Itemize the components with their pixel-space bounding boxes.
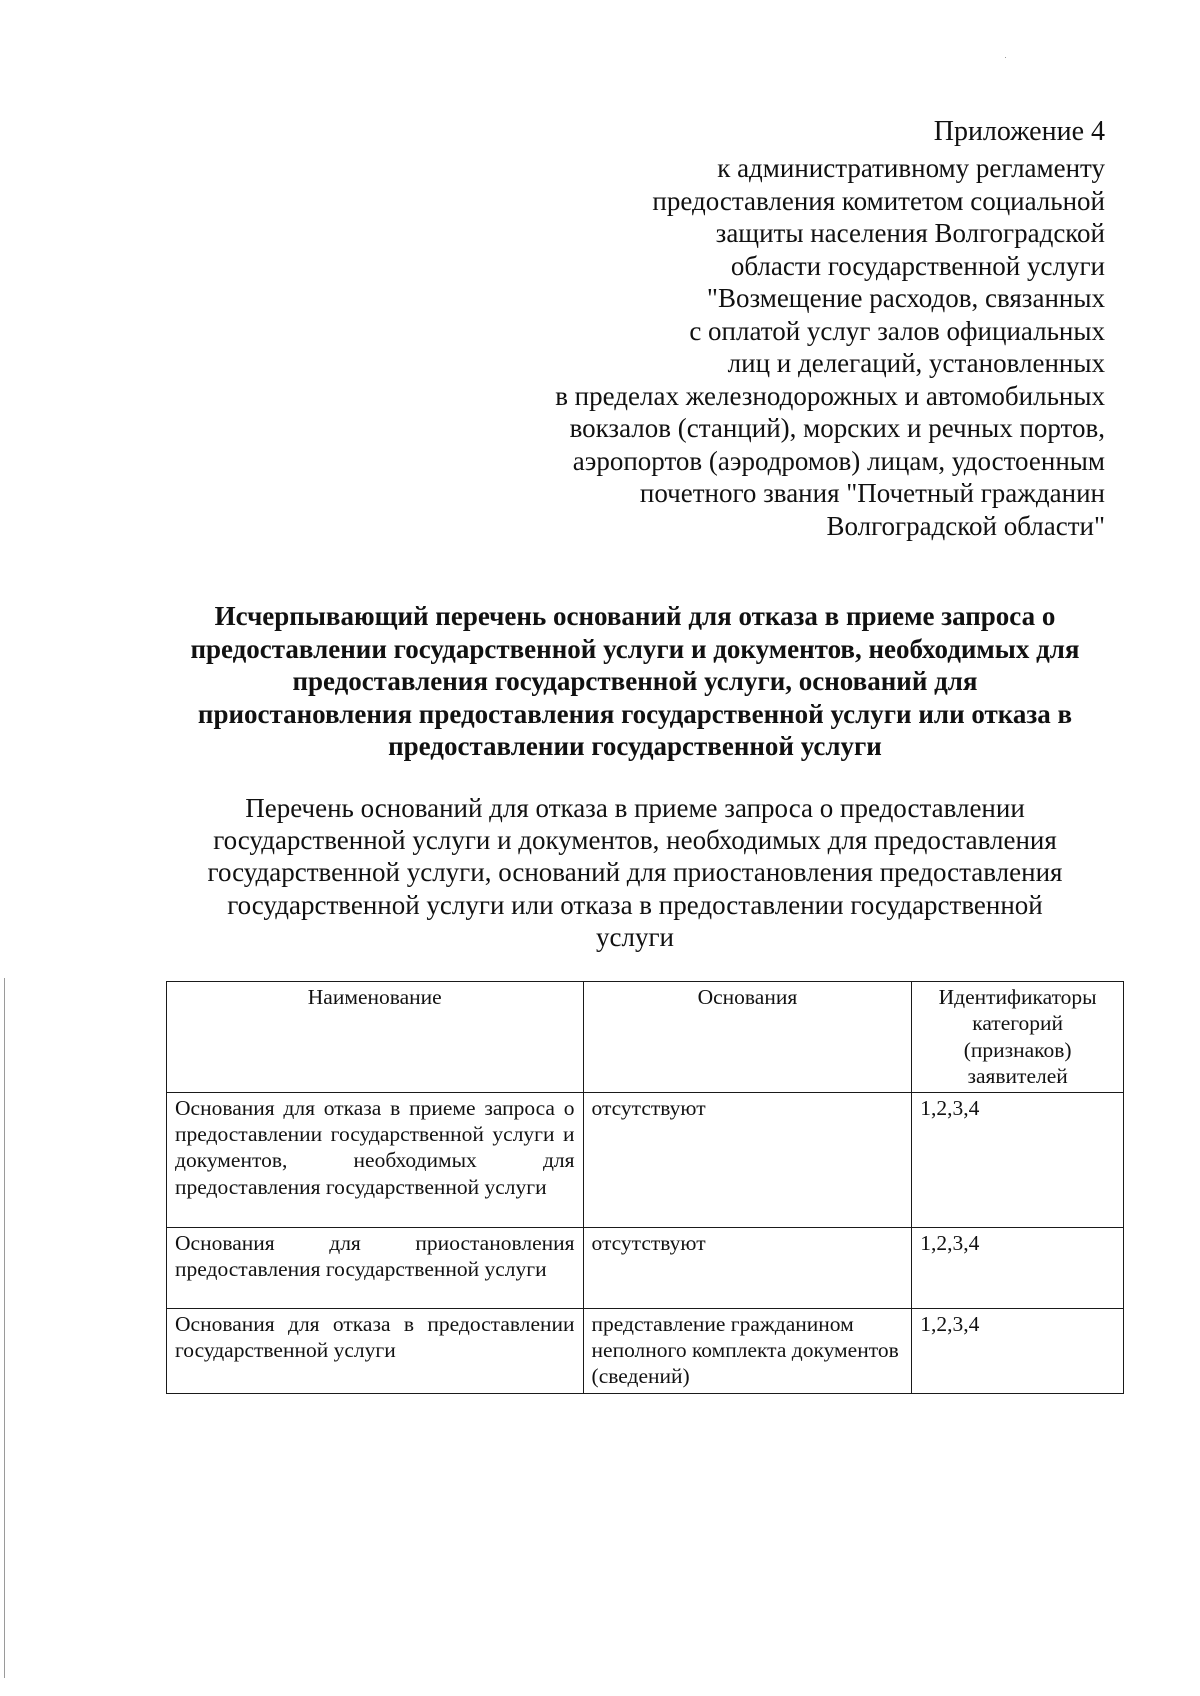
caption-line: государственной услуги, оснований для приостановления предоставления <box>207 857 1063 888</box>
grounds-table <box>166 981 1124 1394</box>
appendix-line: к административному регламенту <box>717 153 1105 183</box>
document-title <box>150 600 1120 763</box>
header-name: Наименование <box>167 982 584 1093</box>
appendix-line: "Возмещение расходов, связанных <box>706 283 1105 313</box>
appendix-line: предоставления комитетом социальной <box>652 185 1105 216</box>
cell-ids: 1,2,3,4 <box>912 1308 1124 1393</box>
caption-line: услуги <box>596 921 674 952</box>
caption-line: государственной услуги или отказа в предоставлении государственной <box>227 889 1043 920</box>
appendix-line: почетного звания "Почетный гражданин <box>639 478 1105 508</box>
table-row <box>167 1092 1124 1227</box>
appendix-line: Волгоградской области" <box>826 510 1105 541</box>
cell-name: Основания для отказа в предоставлении государственной услуги <box>167 1308 584 1393</box>
appendix-line: с оплатой услуг залов официальных <box>689 315 1105 346</box>
appendix-line: области государственной услуги <box>730 250 1105 281</box>
table-caption <box>150 792 1120 953</box>
title-line: предоставлении государственной услуги <box>388 731 882 761</box>
title-line: предоставления государственной услуги, оснований для <box>292 666 978 696</box>
scan-edge-line <box>4 978 5 1678</box>
scan-speck <box>1005 57 1006 58</box>
appendix-label: Приложение 4 <box>933 116 1105 147</box>
header-basis: Основания <box>583 982 912 1093</box>
table-header-row <box>167 982 1124 1093</box>
table-row <box>167 1227 1124 1308</box>
caption-line: государственной услуги и документов, необходимых для предоставления <box>213 825 1057 856</box>
appendix-line: вокзалов (станций), морских и речных портов, <box>569 413 1105 443</box>
cell-name: Основания для отказа в приеме запроса о предоставлении государственной услуги и документов, необходимых для предоставления государственной услуги <box>167 1092 584 1227</box>
cell-basis: отсутствуют <box>583 1227 912 1308</box>
cell-basis: представление гражданином неполного комплекта документов (сведений) <box>583 1308 912 1393</box>
cell-name: Основания для приостановления предоставления государственной услуги <box>167 1227 584 1308</box>
header-ids: Идентификаторы категорий (признаков) заявителей <box>912 982 1124 1093</box>
appendix-header <box>485 112 1105 542</box>
title-line: приостановления предоставления государственной услуги или отказа в <box>197 698 1073 729</box>
cell-ids: 1,2,3,4 <box>912 1092 1124 1227</box>
caption-line: Перечень оснований для отказа в приеме запроса о предоставлении <box>245 793 1025 823</box>
appendix-line: аэропортов (аэродромов) лицам, удостоенным <box>572 445 1105 476</box>
appendix-line: защиты населения Волгоградской <box>715 218 1105 248</box>
cell-basis: отсутствуют <box>583 1092 912 1227</box>
title-line: Исчерпывающий перечень оснований для отказа в приеме запроса о <box>214 601 1056 631</box>
table-row <box>167 1308 1124 1393</box>
appendix-line: в пределах железнодорожных и автомобильных <box>555 380 1105 411</box>
title-line: предоставлении государственной услуги и документов, необходимых для <box>190 633 1080 664</box>
cell-ids: 1,2,3,4 <box>912 1227 1124 1308</box>
appendix-line: лиц и делегаций, установленных <box>727 348 1105 378</box>
